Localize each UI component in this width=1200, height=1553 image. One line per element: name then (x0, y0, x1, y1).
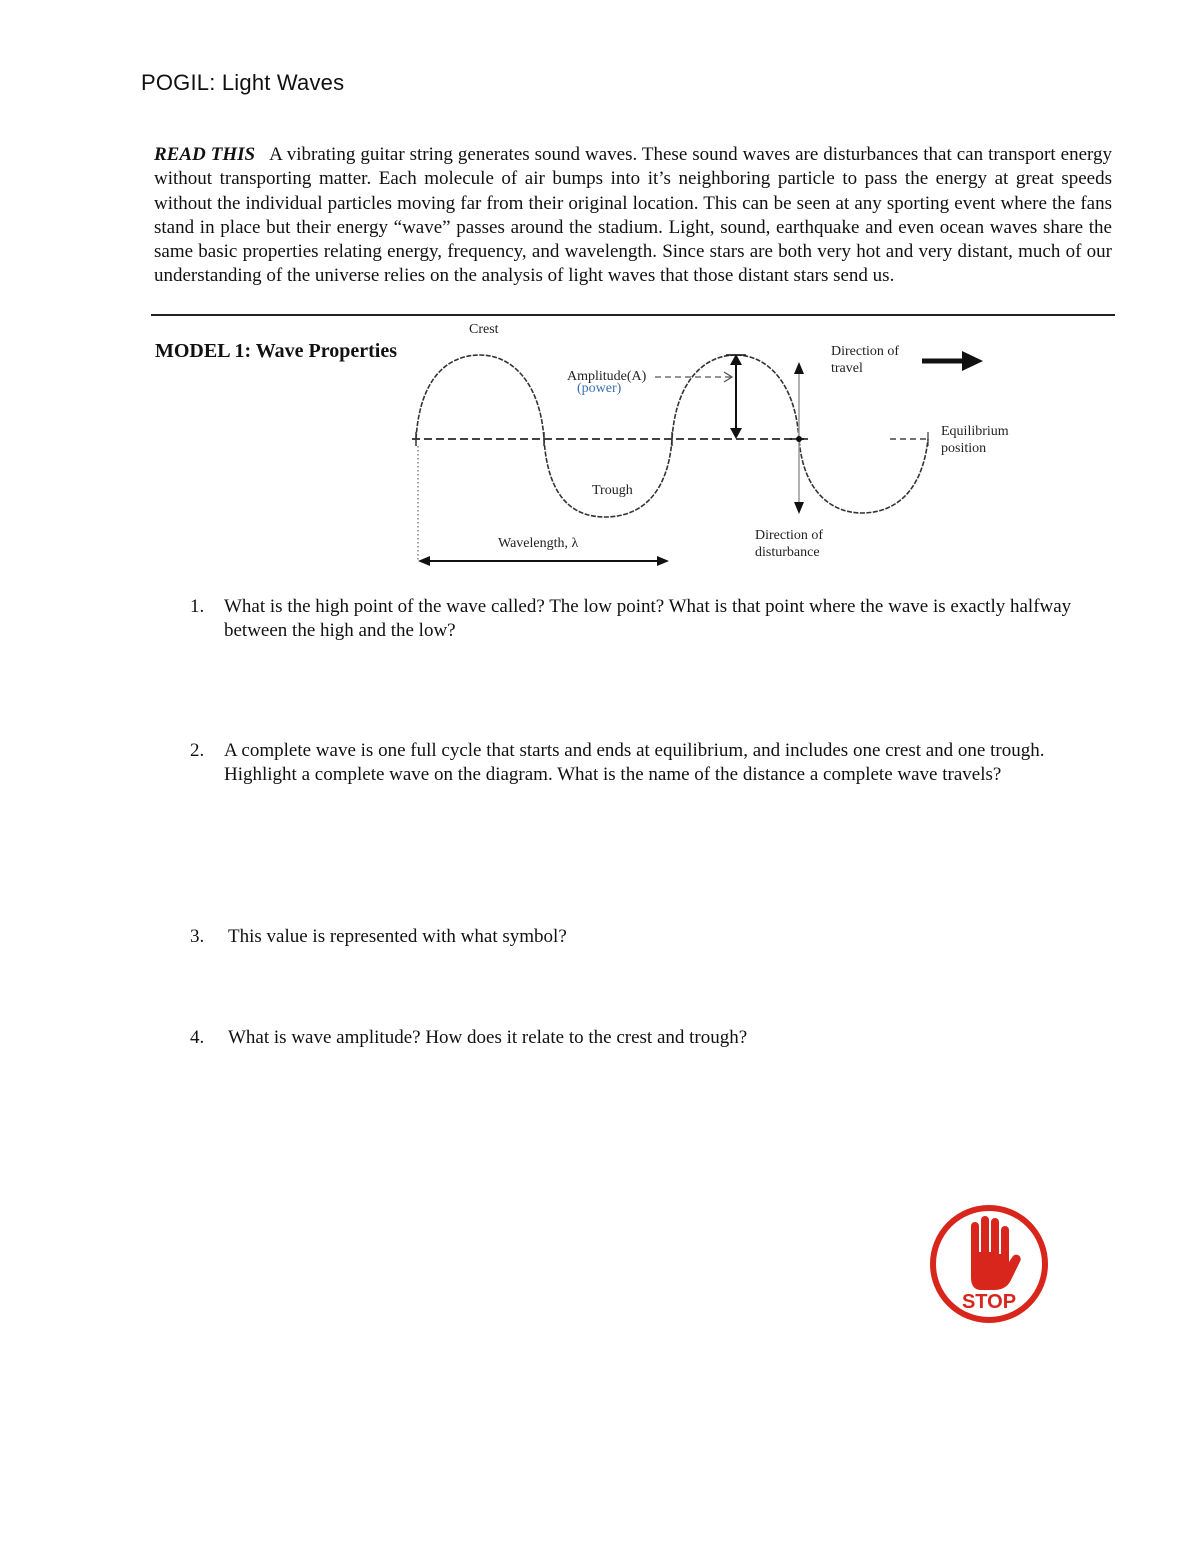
read-this-lead: READ THIS (154, 144, 256, 165)
intro-body: A vibrating guitar string generates sound waves. These sound waves are disturbances that can transport energy without transporting matter. Each molecule of air bumps into it’s neighboring particle to pass the energy at great speeds without the individual particles moving far from their original location. This can be seen at any sporting event where the fans stand in place but their energy “wave” passes around the stadium. Light, sound, earthquake and even ocean waves share the same basic properties relating energy, frequency, and wavelength. Since stars are both very hot and very distant, much of our understanding of the universe relies on the analysis of light waves that those distant stars send us. (154, 144, 1112, 287)
stop-hand-icon (929, 1204, 1049, 1324)
amplitude-note: (power) (577, 381, 622, 396)
crest-label: Crest (469, 322, 499, 337)
direction-of-travel-label-line1: Direction of (831, 344, 900, 359)
question-number: 1. (190, 596, 205, 617)
intro-paragraph (154, 143, 1112, 289)
page-title: POGIL: Light Waves (141, 70, 345, 95)
question-text: What is the high point of the wave called? The low point? What is that point where the wave is exactly halfway between the high and the low? (224, 596, 1072, 641)
question-1 (190, 595, 1090, 643)
question-text: This value is represented with what symbol? (228, 926, 567, 947)
question-4 (190, 1026, 1090, 1050)
equilibrium-label-line2: position (941, 441, 987, 456)
direction-of-disturbance-label-line1: Direction of (755, 528, 824, 543)
model-title: MODEL 1: Wave Properties (155, 340, 398, 362)
wave-curve (416, 355, 928, 517)
question-text: A complete wave is one full cycle that starts and ends at equilibrium, and includes one crest and one trough. Highlight a complete wave on the diagram. What is the name of the distance a complete wave travels? (224, 740, 1045, 785)
equilibrium-label-line1: Equilibrium (941, 424, 1009, 439)
stop-label: STOP (961, 1291, 1017, 1313)
direction-of-travel-label-line2: travel (831, 361, 863, 376)
question-3 (190, 925, 1090, 949)
amplitude-label: Amplitude(A) (567, 369, 647, 384)
question-text: What is wave amplitude? How does it relate to the crest and trough? (228, 1027, 748, 1048)
question-number: 3. (190, 926, 205, 947)
section-divider (151, 314, 1115, 316)
trough-label: Trough (592, 483, 633, 498)
question-number: 2. (190, 740, 205, 761)
direction-of-disturbance-label-line2: disturbance (755, 545, 820, 560)
wavelength-label: Wavelength, λ (498, 536, 579, 551)
question-number: 4. (190, 1027, 205, 1048)
question-2 (190, 739, 1090, 787)
